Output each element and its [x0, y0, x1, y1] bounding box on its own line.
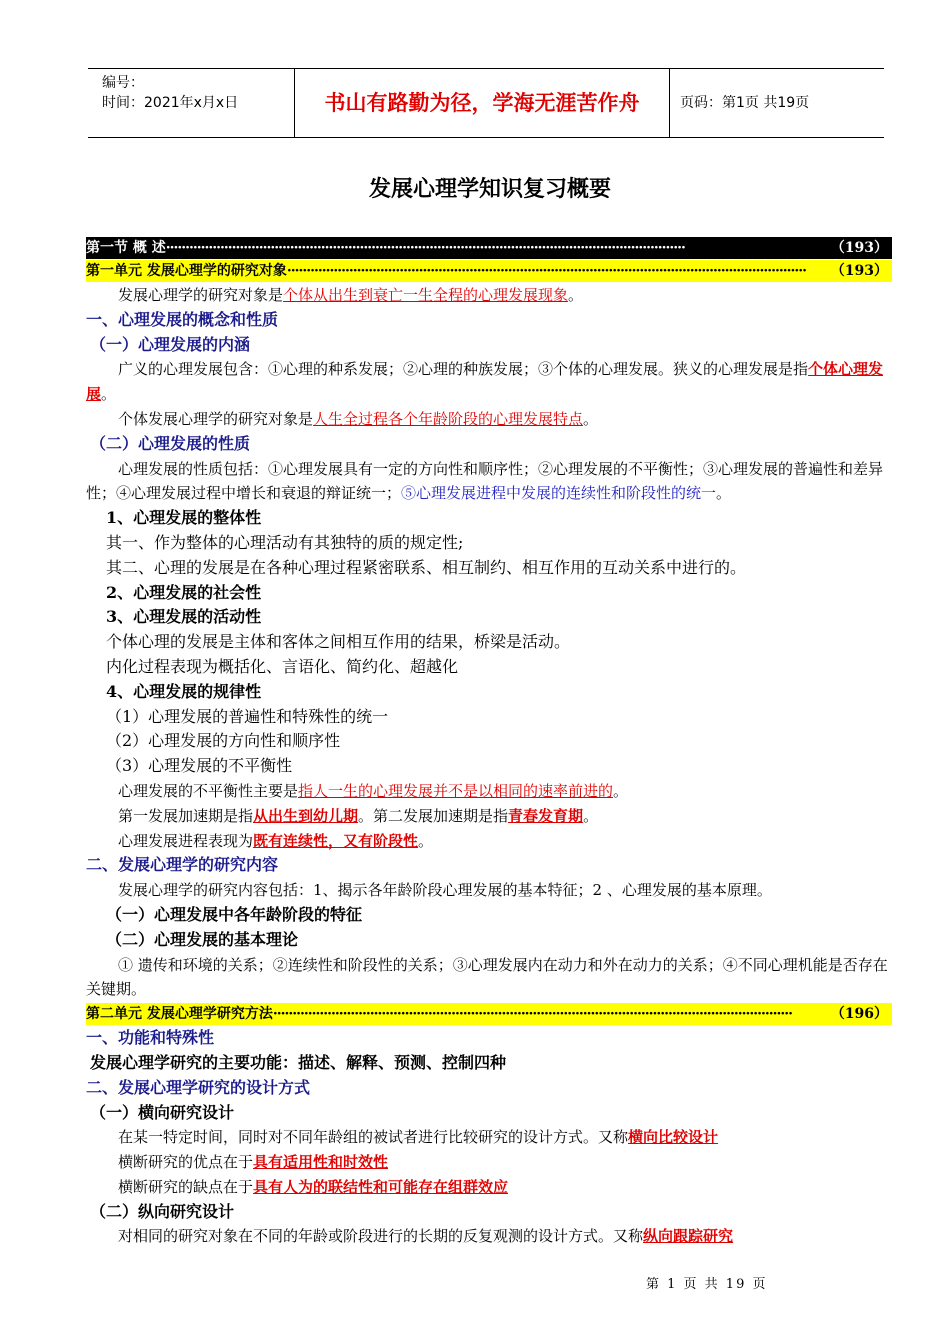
list-item: （1）心理发展的普遍性和特殊性的统一 — [106, 706, 389, 726]
text: 心理发展的不平衡性主要是 — [118, 781, 299, 800]
unit-page: （193） — [830, 263, 888, 279]
highlight-text: ⑤心理发展进程中发展的连续性和阶段性的统一 — [401, 484, 717, 503]
section-heading — [86, 237, 892, 259]
key-point: 人生全过程各个年龄阶段的心理发展特点 — [313, 409, 584, 428]
text: 对相同的研究对象在不同的年龄或阶段进行的长期的反复观测的设计方式。又称 — [118, 1227, 644, 1246]
heading-2: （一）横向研究设计 — [90, 1102, 235, 1122]
document-title: 发展心理学知识复习概要 — [368, 177, 611, 202]
key-point: 具有人为的联结性和可能存在组群效应 — [253, 1177, 509, 1196]
text: 广义的心理发展包含：①心理的种系发展；②心理的种族发展；③个体的心理发展。狭义的心理发展是指 — [118, 360, 809, 379]
paragraph — [86, 1224, 892, 1249]
key-point: 横向比较设计 — [628, 1128, 719, 1147]
heading-1: 一、心理发展的概念和性质 — [86, 309, 279, 329]
page-footer: 第 1 页 共 19 页 — [646, 1277, 768, 1292]
paragraph — [86, 804, 892, 829]
paragraph — [86, 1125, 892, 1150]
header-meta — [102, 73, 238, 113]
paragraph — [86, 1175, 892, 1200]
unit-page: （196） — [830, 1006, 888, 1023]
key-point: 指人一生的心理发展并不是以相同的速率前进的 — [298, 781, 614, 800]
heading-1: 一、功能和特殊性 — [86, 1028, 215, 1048]
text: 心理发展进程表现为 — [118, 831, 254, 850]
text: 第一发展加速期是指 — [118, 806, 254, 825]
text: 横断研究的缺点在于 — [118, 1177, 254, 1196]
document-body — [86, 236, 892, 1249]
text: 。 — [418, 831, 434, 850]
section-title: 第一节 概 述 — [86, 240, 166, 256]
leader-dots: ······································································································································ — [165, 240, 685, 256]
paragraph: 个体心理的发展是主体和客体之间相互作用的结果，桥梁是活动。 — [106, 632, 571, 652]
paragraph: 其一、作为整体的心理活动有其独特的质的规定性; — [106, 532, 464, 552]
list-item: （3）心理发展的不平衡性 — [106, 756, 293, 776]
text: 。 — [716, 484, 732, 503]
paragraph: 其二、心理的发展是在各种心理过程紧密联系、相互制约、相互作用的互动关系中进行的。 — [106, 557, 747, 577]
text: 。 — [101, 385, 117, 404]
list-item: （2）心理发展的方向性和顺序性 — [106, 731, 341, 751]
motto: 书山有路勤为径，学海无涯苦作舟 — [294, 69, 670, 137]
key-point: 既有连续性，又有阶段性 — [253, 831, 419, 850]
text: 。 — [613, 781, 629, 800]
text: 发展心理学的研究对象是 — [118, 286, 284, 304]
text: 在某一特定时间，同时对不同年龄组的被试者进行比较研究的设计方式。又称 — [118, 1128, 629, 1147]
key-point: 具有适用性和时效性 — [253, 1153, 389, 1172]
heading-3: 2、心理发展的社会性 — [106, 582, 262, 602]
text: 。 — [583, 409, 599, 428]
number-label: 编号： — [102, 75, 144, 91]
paragraph: ① 遗传和环境的关系；②连续性和阶段性的关系；③心理发展内在动力和外在动力的关系；④不同心理机能是否存在关键期。 — [86, 955, 888, 999]
heading-2: （二）纵向研究设计 — [90, 1201, 235, 1221]
heading-2: （一）心理发展的内涵 — [90, 334, 251, 354]
heading-3: 3、心理发展的活动性 — [106, 607, 262, 627]
section-page: （193） — [830, 240, 888, 256]
heading-3: 1、心理发展的整体性 — [106, 508, 262, 528]
bold-statement: 发展心理学研究的主要功能：描述、解释、预测、控制四种 — [90, 1052, 507, 1072]
paragraph — [86, 357, 892, 407]
text: 横断研究的优点在于 — [118, 1153, 254, 1172]
time-label: 时间：2021年x月x日 — [102, 95, 239, 111]
paragraph — [86, 779, 892, 804]
page-header — [88, 68, 884, 138]
paragraph — [86, 829, 892, 854]
text: 。 — [568, 286, 584, 304]
paragraph: 发展心理学的研究内容包括：1、揭示各年龄阶段心理发展的基本特征；2 、心理发展的基本原理。 — [118, 881, 772, 900]
text: 。第二发展加速期是指 — [358, 806, 509, 825]
paragraph — [86, 1150, 892, 1175]
key-point: 青春发育期 — [508, 806, 584, 825]
paragraph — [86, 407, 892, 432]
paragraph — [86, 283, 892, 308]
key-point: 个体心理发展 — [86, 360, 884, 404]
unit-heading — [86, 1003, 892, 1025]
unit-title: 第二单元 发展心理学研究方法 — [86, 1006, 273, 1023]
text: 个体发展心理学的研究对象是 — [118, 409, 314, 428]
heading-3: 4、心理发展的规律性 — [106, 681, 262, 701]
unit-title: 第一单元 发展心理学的研究对象 — [86, 263, 287, 279]
key-point: 个体从出生到衰亡一生全程的心理发展现象 — [283, 286, 569, 304]
page-info: 页码：第1页 共19页 — [680, 95, 810, 111]
heading-1: 二、发展心理学研究的设计方式 — [86, 1077, 311, 1097]
heading-2: （一）心理发展中各年龄阶段的特征 — [106, 904, 363, 924]
heading-1: 二、发展心理学的研究内容 — [86, 855, 279, 875]
heading-2: （二）心理发展的性质 — [90, 433, 251, 453]
paragraph — [86, 457, 892, 507]
heading-2: （二）心理发展的基本理论 — [106, 929, 299, 949]
unit-heading — [86, 260, 892, 282]
key-point: 从出生到幼儿期 — [253, 806, 359, 825]
leader-dots: ······································································································································ — [272, 1006, 792, 1023]
text: 。 — [583, 806, 599, 825]
leader-dots: ······································································································································ — [286, 263, 806, 279]
paragraph: 内化过程表现为概括化、言语化、简约化、超越化 — [106, 656, 459, 676]
text: 心理发展的性质包括：①心理发展具有一定的方向性和顺序性；②心理发展的不平衡性；③心理发展的普遍性和差异性；④心理发展过程中增长和衰退的辩证统一； — [86, 459, 884, 503]
key-point: 纵向跟踪研究 — [643, 1227, 734, 1246]
